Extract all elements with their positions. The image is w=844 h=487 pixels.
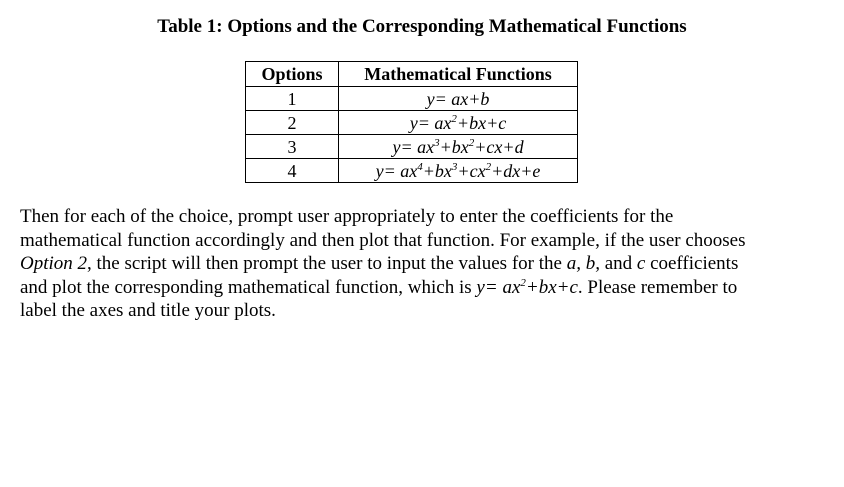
paragraph-text: , the script will then prompt the user to input the values for the [87,253,567,274]
exponent: 2 [451,112,457,125]
function-equation [339,159,578,183]
option-number: 2 [246,111,339,135]
coefficient-b: b, [585,253,600,274]
functions-table [245,61,578,183]
equation-text: $y= ax^3+bx^2+cx+d$ [392,136,524,157]
paragraph-line [20,252,820,276]
exponent: 3 [451,160,458,173]
paragraph-text: and [599,253,637,274]
paragraph-text: and plot the corresponding mathematical function, which is [20,276,477,298]
option-number: 4 [246,159,339,183]
paragraph-text: . Please remember to [577,276,738,298]
table-row [246,111,578,135]
option-number: 1 [246,87,339,111]
option-number: 3 [246,135,339,159]
exponent: 2 [520,276,526,289]
functions-header: Mathematical Functions [339,62,578,87]
function-equation [339,87,578,111]
instructions-paragraph [20,205,820,323]
table-row [246,87,578,111]
equation-text: y= ax+b [426,88,490,109]
options-header: Options [246,62,339,87]
paragraph-line [20,276,820,300]
option-reference: Option 2 [20,253,88,274]
equation-text: $y= ax^4+bx^3+cx^2+dx+e$ [375,160,541,181]
function-equation [339,135,578,159]
equation-text: $y= ax^2+bx+c$ [409,112,507,133]
table-row [246,135,578,159]
table-header-row [246,62,578,87]
paragraph-line: Then for each of the choice, prompt user appropriately to enter the coefficients for the [20,206,674,227]
coefficient-c: c [636,253,646,274]
paragraph-line: label the axes and title your plots. [20,300,276,321]
exponent: 2 [485,160,492,173]
coefficient-a: a, [566,253,581,274]
inline-equation: $y= ax^2+bx+c$ [476,276,578,298]
table-title: Table 1: Options and the Corresponding Mathematical Functions [157,16,687,37]
exponent: 2 [468,136,475,149]
exponent: 3 [434,136,440,149]
function-equation [339,111,578,135]
table-row [246,159,578,183]
paragraph-line: mathematical function accordingly and then plot that function. For example, if the user chooses [20,229,746,251]
exponent: 4 [417,160,423,173]
paragraph-text: coefficients [645,253,739,274]
